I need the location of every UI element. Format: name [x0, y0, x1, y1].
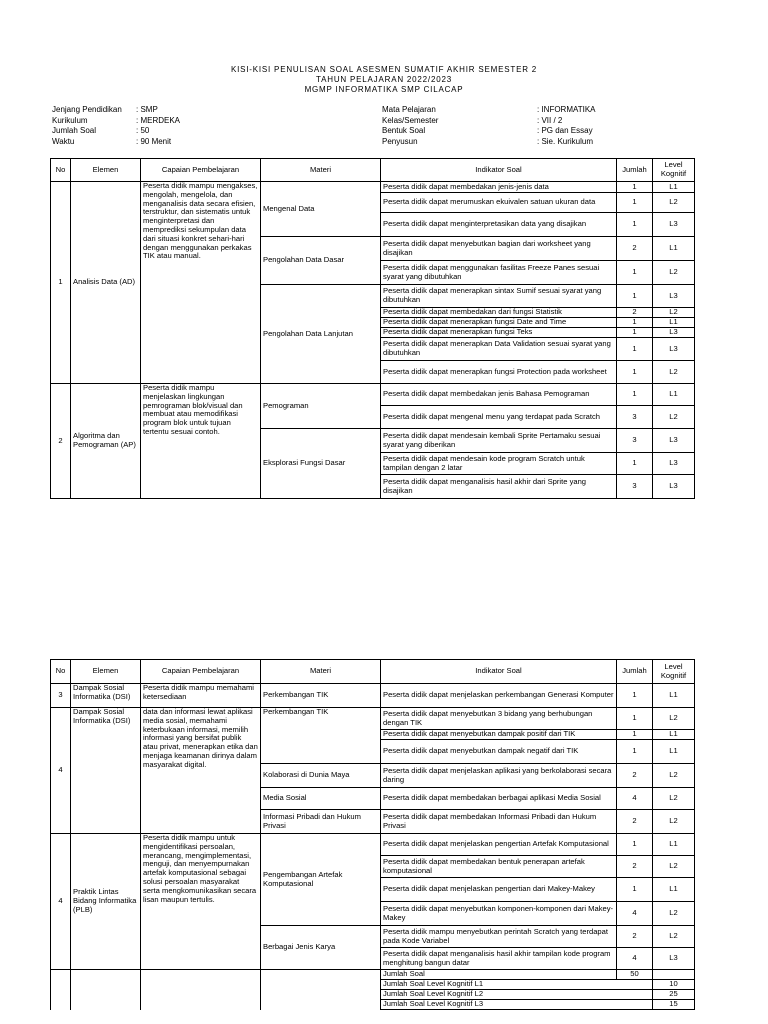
cell-materi: Pemograman — [261, 384, 381, 429]
cell-level: L3 — [653, 328, 695, 338]
cell-indikator: Peserta didik dapat menerapkan sintax Sumif sesuai syarat yang dibutuhkan — [381, 285, 617, 308]
cell-indikator: Peserta didik dapat membedakan bentuk penerapan artefak komputasional — [381, 856, 617, 878]
cell-materi: Perkembangan TIK — [261, 708, 381, 764]
col-header-level: Level Kognitif — [653, 159, 695, 182]
cell-jumlah: 4 — [617, 948, 653, 970]
cell-level: L3 — [653, 213, 695, 237]
cell-indikator: Peserta didik dapat mendesain kembali Sprite Pertamaku sesuai syarat yang diberikan — [381, 429, 617, 453]
meta-label: Jumlah Soal — [52, 126, 97, 135]
cell-level: L1 — [653, 384, 695, 406]
cell-indikator: Peserta didik dapat menerapkan fungsi Teks — [381, 328, 617, 338]
cell-level: L3 — [653, 429, 695, 453]
cell-indikator: Peserta didik dapat mendesain kode program Scratch untuk tampilan dengan 2 latar — [381, 453, 617, 475]
cell-materi: Pengolahan Data Lanjutan — [261, 285, 381, 384]
table-row — [51, 384, 695, 406]
meta-label: Kelas/Semester — [382, 115, 439, 125]
cell-indikator: Peserta didik dapat membedakan Informasi Pribadi dan Hukum Privasi — [381, 810, 617, 834]
cell-jumlah: 2 — [617, 764, 653, 788]
cell-indikator: Peserta didik dapat membedakan berbagai aplikasi Media Sosial — [381, 788, 617, 810]
cell-cp: Peserta didik mampu mengakses, mengolah, mengelola, dan menganalisis data secara efisien, terstruktur, dan sistematis untuk menginterpretasi dan memprediksi sekumpulan data dari situasi konkret sehari-hari dengan menggunakan perkakas TIK atau manual. — [141, 182, 261, 384]
cell-level: L3 — [653, 948, 695, 970]
cell-level: L1 — [653, 237, 695, 261]
cell-jumlah: 4 — [617, 902, 653, 926]
cell-jumlah: 1 — [617, 193, 653, 213]
table-header-row — [51, 660, 695, 684]
cell-indikator: Peserta didik dapat menjelaskan perkembangan Generasi Komputer — [381, 684, 617, 708]
cell-indikator: Peserta didik dapat menerapkan Data Validation sesuai syarat yang dibutuhkan — [381, 338, 617, 361]
meta-value: : MERDEKA — [136, 115, 181, 125]
total-jumlah-label: Jumlah Soal — [381, 970, 617, 980]
cell-level: L3 — [653, 475, 695, 499]
cell-indikator: Peserta didik dapat menganalisis hasil akhir tampilan kode program menghitung bangun datar — [381, 948, 617, 970]
cell-jumlah: 1 — [617, 878, 653, 902]
cell-indikator: Peserta didik dapat menyebutkan komponen-komponen dari Makey-Makey — [381, 902, 617, 926]
cell-level: L3 — [653, 285, 695, 308]
cell-indikator: Peserta didik dapat menyebutkan dampak positif dari TIK — [381, 730, 617, 740]
cell-materi: Perkembangan TIK — [261, 684, 381, 708]
col-header-no: No — [51, 159, 71, 182]
cell-indikator: Peserta didik dapat menjelaskan pengertian dari Makey-Makey — [381, 878, 617, 902]
cell-jumlah: 1 — [617, 684, 653, 708]
cell-indikator: Peserta didik dapat menjelaskan pengertian Artefak Komputasional — [381, 834, 617, 856]
cell-indikator: Peserta didik dapat menyebutkan 3 bidang yang berhubungan dengan TIK — [381, 708, 617, 730]
cell-indikator: Peserta didik dapat merumuskan ekuivalen satuan ukuran data — [381, 193, 617, 213]
col-header-elemen: Elemen — [71, 159, 141, 182]
cell-indikator: Peserta didik dapat menjelaskan aplikasi yang berkolaborasi secara daring — [381, 764, 617, 788]
cell-materi: Kolaborasi di Dunia Maya — [261, 764, 381, 788]
cell-jumlah: 2 — [617, 856, 653, 878]
cell-indikator: Peserta didik dapat menginterpretasikan data yang disajikan — [381, 213, 617, 237]
cell-indikator: Peserta didik dapat menerapkan fungsi Date and Time — [381, 318, 617, 328]
cell-level: L2 — [653, 308, 695, 318]
cell-level: L2 — [653, 193, 695, 213]
cell-materi: Informasi Pribadi dan Hukum Privasi — [261, 810, 381, 834]
cell-level: L2 — [653, 261, 695, 285]
cell-level: L2 — [653, 361, 695, 384]
cell-level: L1 — [653, 834, 695, 856]
cell-materi: Mengenal Data — [261, 182, 381, 237]
cell-level: L2 — [653, 708, 695, 730]
cell-elemen: Praktik Lintas Bidang Informatika (PLB) — [71, 834, 141, 970]
cell-level: L1 — [653, 684, 695, 708]
cell-indikator: Peserta didik dapat menyebutkan dampak negatif dari TIK — [381, 740, 617, 764]
cell-indikator: Peserta didik dapat mengenal menu yang terdapat pada Scratch — [381, 406, 617, 429]
cell-jumlah: 1 — [617, 730, 653, 740]
meta-label: Bentuk Soal — [382, 126, 426, 135]
table-header-row — [51, 159, 695, 182]
cell-indikator: Peserta didik dapat menerapkan fungsi Protection pada worksheet — [381, 361, 617, 384]
cell-jumlah: 1 — [617, 182, 653, 193]
col-header-materi: Materi — [261, 159, 381, 182]
meta-value: : VII / 2 — [537, 115, 563, 125]
cell-no: 2 — [51, 384, 71, 499]
cell-elemen: Analisis Data (AD) — [71, 182, 141, 384]
cell-cp: Peserta didik mampu memahami ketersediaan — [141, 684, 261, 708]
cell-jumlah: 3 — [617, 429, 653, 453]
cell-empty — [141, 970, 261, 1010]
cell-indikator: Peserta didik dapat menyebutkan bagian dari worksheet yang disajikan — [381, 237, 617, 261]
cell-jumlah: 1 — [617, 384, 653, 406]
cell-jumlah: 3 — [617, 406, 653, 429]
col-header-cp: Capaian Pembelajaran — [141, 159, 261, 182]
cell-level: L3 — [653, 338, 695, 361]
table-row — [51, 182, 695, 193]
cell-level: L1 — [653, 182, 695, 193]
cell-level: L1 — [653, 878, 695, 902]
cell-jumlah: 4 — [617, 788, 653, 810]
cell-level: L1 — [653, 730, 695, 740]
table-row — [51, 684, 695, 708]
cell-elemen: Dampak Sosial Informatika (DSI) — [71, 684, 141, 708]
meta-label: Waktu — [52, 136, 75, 146]
col-header-jumlah: Jumlah — [617, 660, 653, 684]
meta-right — [382, 105, 712, 149]
cell-elemen: Algoritma dan Pemograman (AP) — [71, 384, 141, 499]
cell-indikator: Peserta didik dapat membedakan jenis-jenis data — [381, 182, 617, 193]
cell-cp: Peserta didik mampu untuk mengidentifikasi persoalan, merancang, mengimplementasi, menguji, dan menyempurnakan artefak komputasional sebagai solusi persoalan masyarakat serta mengkomunikasikan secara lisan maupun tertulis. — [141, 834, 261, 970]
cell-jumlah: 1 — [617, 708, 653, 730]
total-l2-value: 25 — [653, 990, 695, 1000]
meta-label: Mata Pelajaran — [382, 105, 436, 114]
cell-jumlah: 1 — [617, 740, 653, 764]
doc-title-line-1: KISI-KISI PENULISAN SOAL ASESMEN SUMATIF AKHIR SEMESTER 2 — [230, 65, 538, 74]
col-header-level: Level Kognitif — [653, 660, 695, 684]
total-l2-label: Jumlah Soal Level Kognitif L2 — [381, 990, 653, 1000]
cell-indikator: Peserta didik mampu menyebutkan perintah Scratch yang terdapat pada Kode Variabel — [381, 926, 617, 948]
col-header-jumlah: Jumlah — [617, 159, 653, 182]
cell-jumlah: 1 — [617, 285, 653, 308]
table-row — [51, 708, 695, 730]
cell-level: L3 — [653, 453, 695, 475]
cell-level: L2 — [653, 856, 695, 878]
cell-cp: data dan informasi lewat aplikasi media sosial, memahami keterbukaan informasi, memilih informasi yang bersifat publik atau privat, menerapkan etika dan menjaga keamanan dirinya dalam masyarakat digital. — [141, 708, 261, 834]
total-l1-value: 10 — [653, 980, 695, 990]
cell-jumlah: 1 — [617, 213, 653, 237]
cell-indikator: Peserta didik dapat menganalisis hasil akhir dari Sprite yang disajikan — [381, 475, 617, 499]
cell-materi: Media Sosial — [261, 788, 381, 810]
cell-cp: Peserta didik mampu menjelaskan lingkungan pemrograman blok/visual dan membuat atau memodifikasi program blok untuk tujuan tertentu sesuai contoh. — [141, 384, 261, 499]
col-header-materi: Materi — [261, 660, 381, 684]
cell-jumlah: 1 — [617, 338, 653, 361]
meta-value: : 90 Menit — [136, 136, 172, 146]
meta-label: Jenjang Pendidikan — [52, 105, 122, 114]
cell-no: 4 — [51, 834, 71, 970]
cell-materi: Eksplorasi Fungsi Dasar — [261, 429, 381, 499]
totals-row — [51, 970, 695, 980]
cell-materi: Berbagai Jenis Karya — [261, 926, 381, 970]
col-header-cp: Capaian Pembelajaran — [141, 660, 261, 684]
meta-value: : Sie. Kurikulum — [537, 136, 594, 146]
doc-title-line-3: MGMP INFORMATIKA SMP CILACAP — [304, 85, 464, 94]
cell-empty — [653, 970, 695, 980]
meta-value: : PG dan Essay — [537, 126, 593, 135]
meta-left — [52, 105, 352, 149]
cell-no: 4 — [51, 708, 71, 834]
cell-materi: Pengolahan Data Dasar — [261, 237, 381, 285]
doc-title-line-2: TAHUN PELAJARAN 2022/2023 — [316, 75, 452, 84]
total-l3-label: Jumlah Soal Level Kognitif L3 — [381, 1000, 653, 1010]
cell-level: L2 — [653, 926, 695, 948]
cell-indikator: Peserta didik dapat menggunakan fasilitas Freeze Panes sesuai syarat yang dibutuhkan — [381, 261, 617, 285]
cell-no: 1 — [51, 182, 71, 384]
kisi-kisi-table-1 — [50, 158, 695, 499]
col-header-no: No — [51, 660, 71, 684]
cell-jumlah: 2 — [617, 308, 653, 318]
total-l3-value: 15 — [653, 1000, 695, 1010]
cell-jumlah: 1 — [617, 361, 653, 384]
cell-no: 3 — [51, 684, 71, 708]
cell-level: L2 — [653, 764, 695, 788]
cell-jumlah: 1 — [617, 318, 653, 328]
cell-elemen: Dampak Sosial Informatika (DSI) — [71, 708, 141, 834]
meta-value: : 50 — [136, 126, 150, 135]
cell-level: L2 — [653, 810, 695, 834]
col-header-indikator: Indikator Soal — [381, 660, 617, 684]
table-row — [51, 834, 695, 856]
total-l1-label: Jumlah Soal Level Kognitif L1 — [381, 980, 653, 990]
meta-label: Kurikulum — [52, 115, 88, 125]
col-header-indikator: Indikator Soal — [381, 159, 617, 182]
cell-jumlah: 1 — [617, 328, 653, 338]
cell-jumlah: 1 — [617, 261, 653, 285]
cell-jumlah: 1 — [617, 834, 653, 856]
col-header-elemen: Elemen — [71, 660, 141, 684]
cell-empty — [71, 970, 141, 1010]
cell-materi: Pengembangan Artefak Komputasional — [261, 834, 381, 926]
cell-empty — [51, 970, 71, 1010]
cell-jumlah: 3 — [617, 475, 653, 499]
kisi-kisi-table-2 — [50, 659, 695, 1010]
cell-level: L2 — [653, 788, 695, 810]
cell-jumlah: 2 — [617, 810, 653, 834]
cell-empty — [261, 970, 381, 1010]
cell-indikator: Peserta didik dapat membedakan jenis Bahasa Pemograman — [381, 384, 617, 406]
cell-level: L2 — [653, 902, 695, 926]
cell-jumlah: 2 — [617, 926, 653, 948]
cell-level: L1 — [653, 740, 695, 764]
cell-jumlah: 1 — [617, 453, 653, 475]
meta-value: : INFORMATIKA — [537, 105, 596, 114]
cell-level: L2 — [653, 406, 695, 429]
cell-indikator: Peserta didik dapat membedakan dari fungsi Statistik — [381, 308, 617, 318]
total-jumlah-value: 50 — [617, 970, 653, 980]
cell-jumlah: 2 — [617, 237, 653, 261]
meta-value: : SMP — [136, 105, 158, 114]
cell-level: L1 — [653, 318, 695, 328]
meta-label: Penyusun — [382, 136, 418, 146]
